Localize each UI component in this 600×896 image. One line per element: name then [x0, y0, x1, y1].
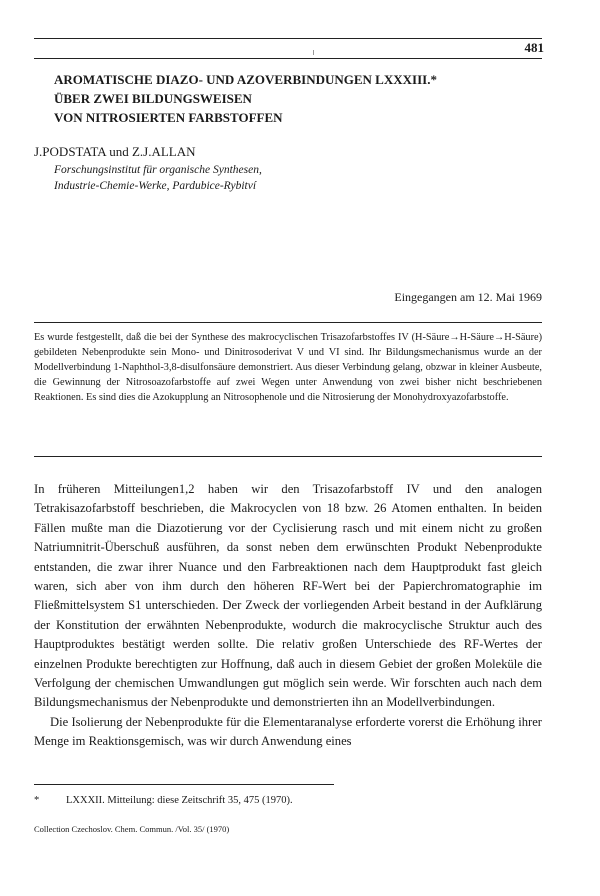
header-rule-lower	[34, 58, 542, 59]
abstract	[34, 330, 542, 405]
authors: J.PODSTATA und Z.J.ALLAN	[34, 144, 196, 159]
title-line: ÜBER ZWEI BILDUNGSWEISEN	[54, 91, 252, 106]
footnote-rule	[34, 784, 334, 785]
scan-mark	[313, 50, 314, 55]
abstract-text: Es wurde festgestellt, daß die bei der Synthese des makrocyclischen Trisazofarbstoffes IV (H-Säure→H-Säure→H-Säure) gebildeten Nebenprodukte sein Mono- und Dinitrosoderivat V und VI sind. Ihr Bildungsmechanismus wurde an der Modellverbindung 1-Naphthol-3,8-disulfonsäure demonstriert. Aus dieser Verbindung gelang, obzwar in kleiner Ausbeute, die Gewinnung der Nitrosoazofarbstoffe auf zwei Wegen unter Anwendung von zwei bisher nicht beschriebenen Reaktionen. Es sind dies die Azokupplung an Nitrosophenole und die Nitrosierung der Monohydroxyazofarbstoffe.	[34, 332, 542, 403]
received-date: Eingegangen am 12. Mai 1969	[394, 290, 542, 304]
journal-citation: Collection Czechoslov. Chem. Commun. /Vol. 35/ (1970)	[34, 824, 230, 834]
body-paragraph: In früheren Mitteilungen1,2 haben wir den Trisazofarbstoff IV und den analogen Tetrakisazofarbstoff beschrieben, die Makrocyclen von 18 bzw. 26 Atomen enthalten. In beiden Fällen mußte man die Diazotierung vor der Cyclisierung rasch und mit einem nicht zu großen Natriumnitrit-Überschuß ausführen, da sonst neben dem erwünschten Produkt Nebenprodukte entstanden, die zwar ihrer Nuance und den Farbreaktionen nach dem Hauptprodukt fast gleich waren, sich aber von ihm durch den höheren RF-Wert bei der Papierchromatographie im Fließmittelsystem S1 unterschieden. Der Zweck der vorliegenden Arbeit bestand in der Aufklärung der Konstitution der erwähnten Nebenprodukte, wodurch die makrocyclische Struktur auch des Hauptproduktes bestätigt werden sollte. Die relativ großen Unterschiede des RF-Wertes der einzelnen Produkte berechtigten zur Hoffnung, daß auch in diesem Gebiet der großen Moleküle die Verfolgung der chemischen Umwandlungen gut möglich sein werde. Wir forschten auch nach dem Bildungsmechanismus der Nebenprodukte und demonstrierten ihn an Modellverbindungen.	[34, 482, 542, 710]
title-line: VON NITROSIERTEN FARBSTOFFEN	[54, 110, 283, 125]
title-line: AROMATISCHE DIAZO- UND AZOVERBINDUNGEN LXXXIII.*	[54, 72, 437, 87]
footnote	[34, 795, 293, 806]
footnote-mark: *	[34, 795, 40, 806]
body-text	[34, 480, 542, 752]
affiliation-line: Industrie-Chemie-Werke, Pardubice-Rybitví	[54, 180, 257, 192]
affiliation	[54, 162, 262, 194]
header-rule	[34, 38, 542, 39]
abstract-rule-top	[34, 322, 542, 323]
footnote-text: LXXXII. Mitteilung: diese Zeitschrift 35, 475 (1970).	[66, 795, 293, 806]
body-paragraph: Die Isolierung der Nebenprodukte für die Elementaranalyse erforderte vorerst die Erhöhung ihrer Menge im Reaktionsgemisch, was wir durch Anwendung eines	[34, 714, 542, 749]
article-title	[54, 70, 544, 127]
abstract-rule-bottom	[34, 456, 542, 457]
affiliation-line: Forschungsinstitut für organische Synthesen,	[54, 164, 262, 176]
page-number: 481	[524, 40, 544, 55]
